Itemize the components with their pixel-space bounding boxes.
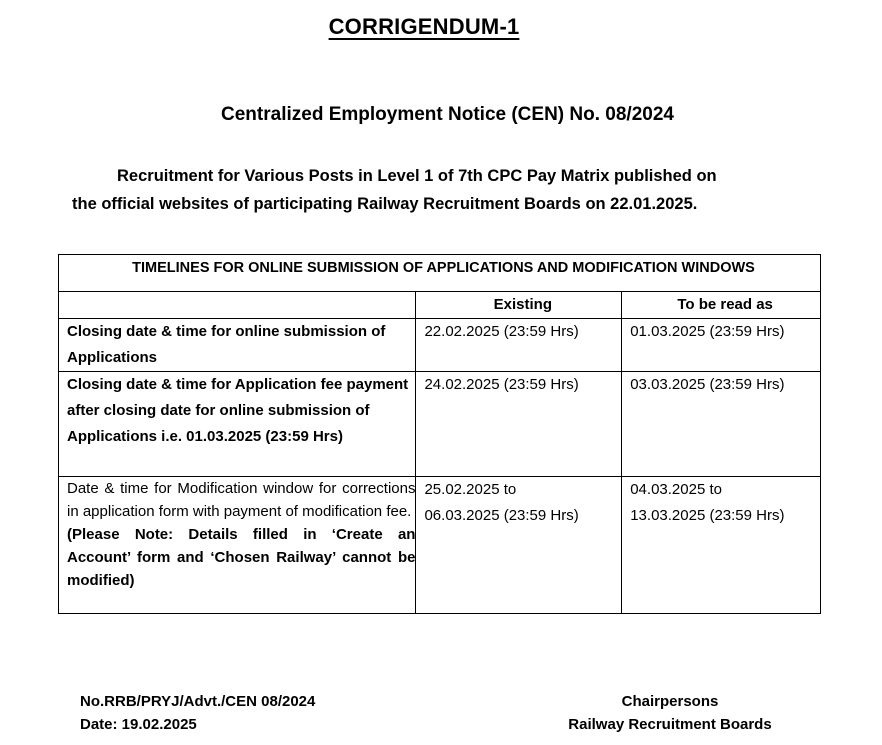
revised-to: 13.03.2025 (23:59 Hrs) (630, 507, 785, 524)
table-row (59, 372, 821, 477)
row-label-cell (59, 477, 416, 614)
reference-number: No.RRB/PRYJ/Advt./CEN 08/2024 (80, 693, 316, 710)
signatory-title: Chairpersons (621, 693, 719, 710)
revised-value-cell (622, 477, 821, 614)
intro-line-1: Recruitment for Various Posts in Level 1 of 7th CPC Pay Matrix published on (117, 167, 717, 185)
table-row (59, 477, 821, 614)
existing-value: 24.02.2025 (23:59 Hrs) (416, 372, 622, 477)
existing-to: 06.03.2025 (23:59 Hrs) (424, 507, 579, 524)
revised-value: 03.03.2025 (23:59 Hrs) (622, 372, 821, 477)
column-header-existing: Existing (416, 292, 622, 319)
table-header-row (59, 292, 821, 319)
column-header-blank (59, 292, 416, 319)
existing-value: 22.02.2025 (23:59 Hrs) (416, 319, 622, 372)
revised-value: 01.03.2025 (23:59 Hrs) (622, 319, 821, 372)
intro-paragraph (72, 162, 782, 218)
existing-from: 25.02.2025 to (424, 481, 517, 498)
row-label: Date & time for Modification window for corrections in application form with payment of modification fee. (67, 480, 416, 520)
document-title: CORRIGENDUM-1 (328, 14, 520, 39)
table-row (59, 319, 821, 372)
signatory-organization: Railway Recruitment Boards (568, 716, 772, 733)
revised-from: 04.03.2025 to (630, 481, 722, 498)
row-note: (Please Note: Details filled in ‘Create an Account’ form and ‘Chosen Railway’ cannot be modified) (67, 526, 416, 589)
row-label: Closing date & time for online submission of Applications (59, 319, 416, 372)
timeline-table (58, 254, 821, 614)
intro-line-2: the official websites of participating Railway Recruitment Boards on 22.01.2025. (72, 195, 698, 213)
footer-reference (80, 690, 315, 736)
notice-title: Centralized Employment Notice (CEN) No. 08/2024 (221, 104, 674, 125)
existing-value-cell (416, 477, 622, 614)
column-header-revised: To be read as (622, 292, 821, 319)
footer-signatory (520, 690, 820, 736)
issue-date: Date: 19.02.2025 (80, 716, 197, 733)
table-caption: TIMELINES FOR ONLINE SUBMISSION OF APPLICATIONS AND MODIFICATION WINDOWS (59, 255, 821, 292)
table-caption-row (59, 255, 821, 292)
row-label: Closing date & time for Application fee payment after closing date for online submission of Applications i.e. 01.03.2025 (23:59 Hrs) (59, 372, 416, 477)
